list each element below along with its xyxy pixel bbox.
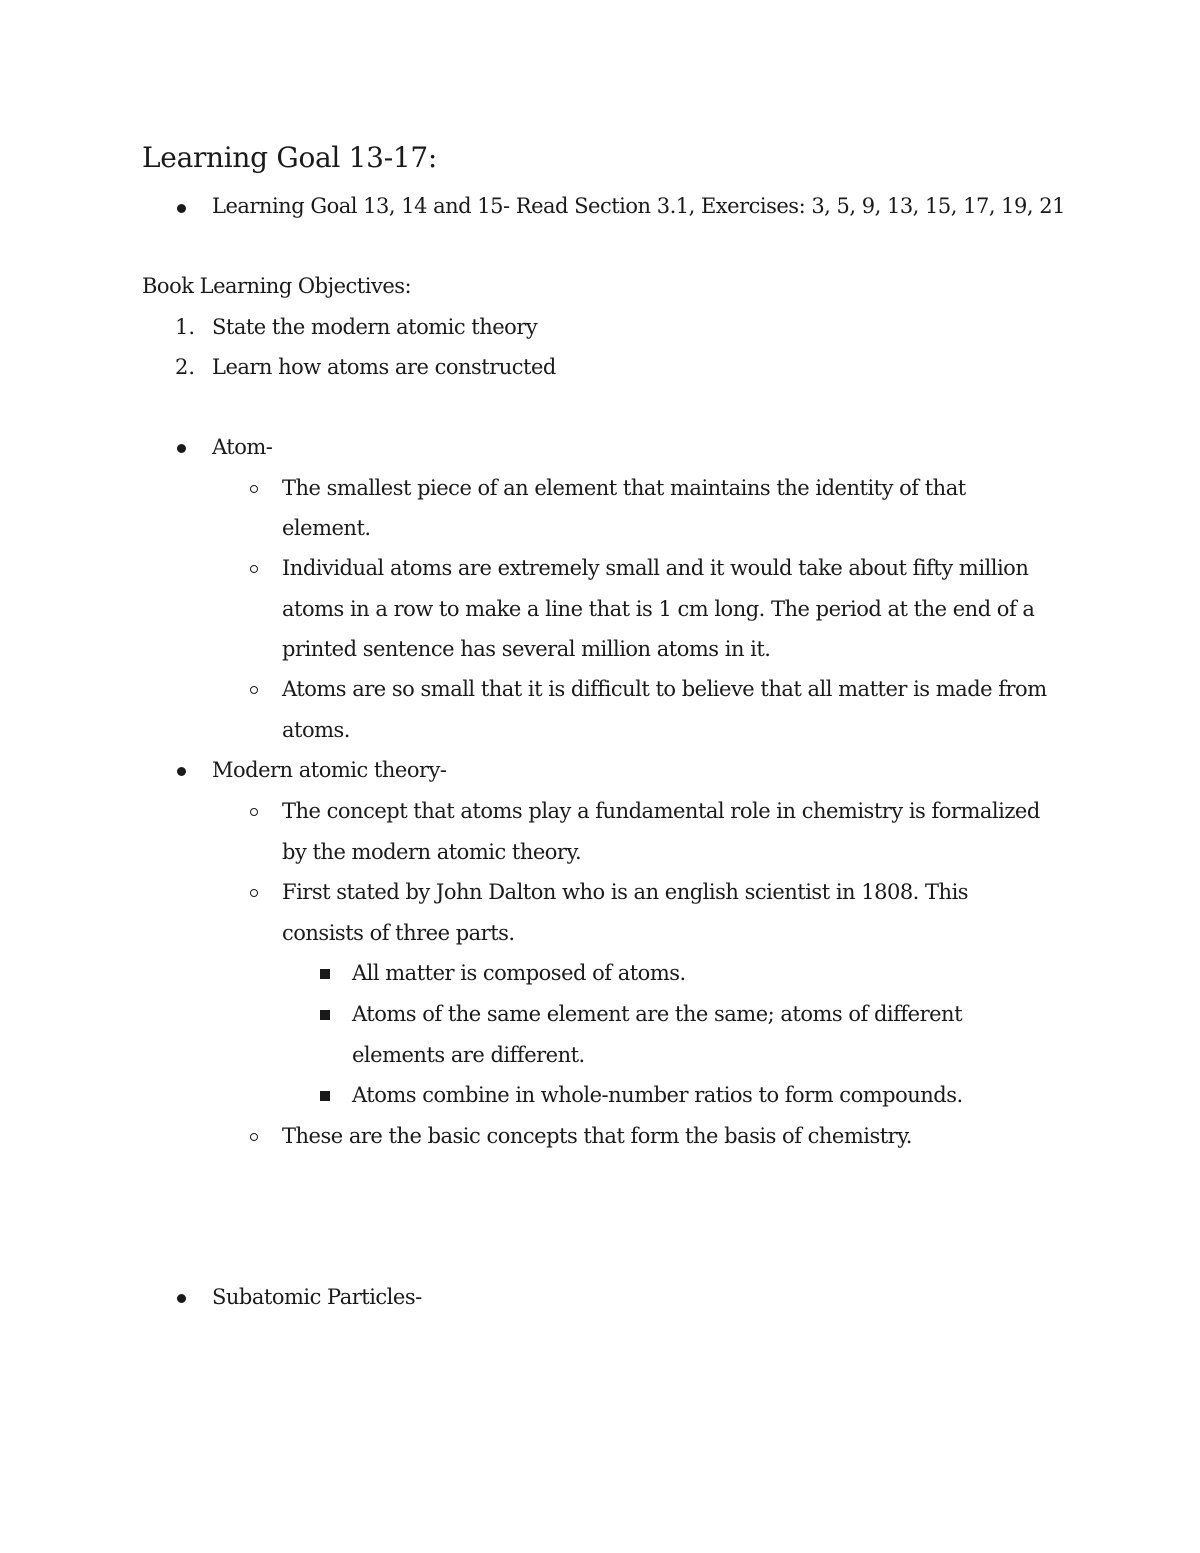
circle-bullet-icon — [250, 485, 258, 493]
objective-item: State the modern atomic theory — [212, 315, 538, 339]
objective-item: Learn how atoms are constructed — [212, 355, 556, 379]
objectives-heading: Book Learning Objectives: — [142, 274, 412, 298]
atom-sub-line: The smallest piece of an element that maintains the identity of that — [282, 476, 966, 500]
bullet-icon — [177, 444, 186, 453]
page-title: Learning Goal 13-17: — [142, 141, 438, 174]
modern-sub-line: consists of three parts. — [282, 921, 515, 945]
theory-part-line: Atoms of the same element are the same; atoms of different — [352, 1002, 963, 1026]
list-number: 1. — [175, 315, 196, 339]
atom-sub-line: atoms in a row to make a line that is 1 cm long. The period at the end of a — [282, 597, 1035, 621]
modern-label: Modern atomic theory- — [212, 758, 447, 782]
modern-sub-line: These are the basic concepts that form the basis of chemistry. — [282, 1124, 912, 1148]
atom-sub-line: Atoms are so small that it is difficult to believe that all matter is made from — [282, 677, 1047, 701]
theory-part-line: elements are different. — [352, 1043, 585, 1067]
theory-part-line: All matter is composed of atoms. — [352, 961, 686, 985]
circle-bullet-icon — [250, 889, 258, 897]
circle-bullet-icon — [250, 686, 258, 694]
circle-bullet-icon — [250, 808, 258, 816]
circle-bullet-icon — [250, 1133, 258, 1141]
bullet-icon — [177, 767, 186, 776]
goal-bullet-text: Learning Goal 13, 14 and 15- Read Section 3.1, Exercises: 3, 5, 9, 13, 15, 17, 19, 21 — [212, 194, 1065, 218]
square-bullet-icon — [320, 969, 330, 979]
atom-sub-line: atoms. — [282, 718, 350, 742]
square-bullet-icon — [320, 1010, 330, 1020]
modern-sub-line: by the modern atomic theory. — [282, 840, 582, 864]
modern-sub-line: First stated by John Dalton who is an english scientist in 1808. This — [282, 880, 969, 904]
modern-sub-line: The concept that atoms play a fundamental role in chemistry is formalized — [282, 799, 1040, 823]
subatomic-label: Subatomic Particles- — [212, 1285, 422, 1309]
bullet-icon — [177, 204, 186, 213]
atom-label: Atom- — [212, 435, 273, 459]
atom-sub-line: element. — [282, 516, 371, 540]
list-number: 2. — [175, 355, 196, 379]
atom-sub-line: printed sentence has several million atoms in it. — [282, 637, 771, 661]
atom-sub-line: Individual atoms are extremely small and it would take about fifty million — [282, 556, 1029, 580]
bullet-icon — [177, 1294, 186, 1303]
theory-part-line: Atoms combine in whole-number ratios to form compounds. — [352, 1083, 963, 1107]
circle-bullet-icon — [250, 565, 258, 573]
square-bullet-icon — [320, 1091, 330, 1101]
